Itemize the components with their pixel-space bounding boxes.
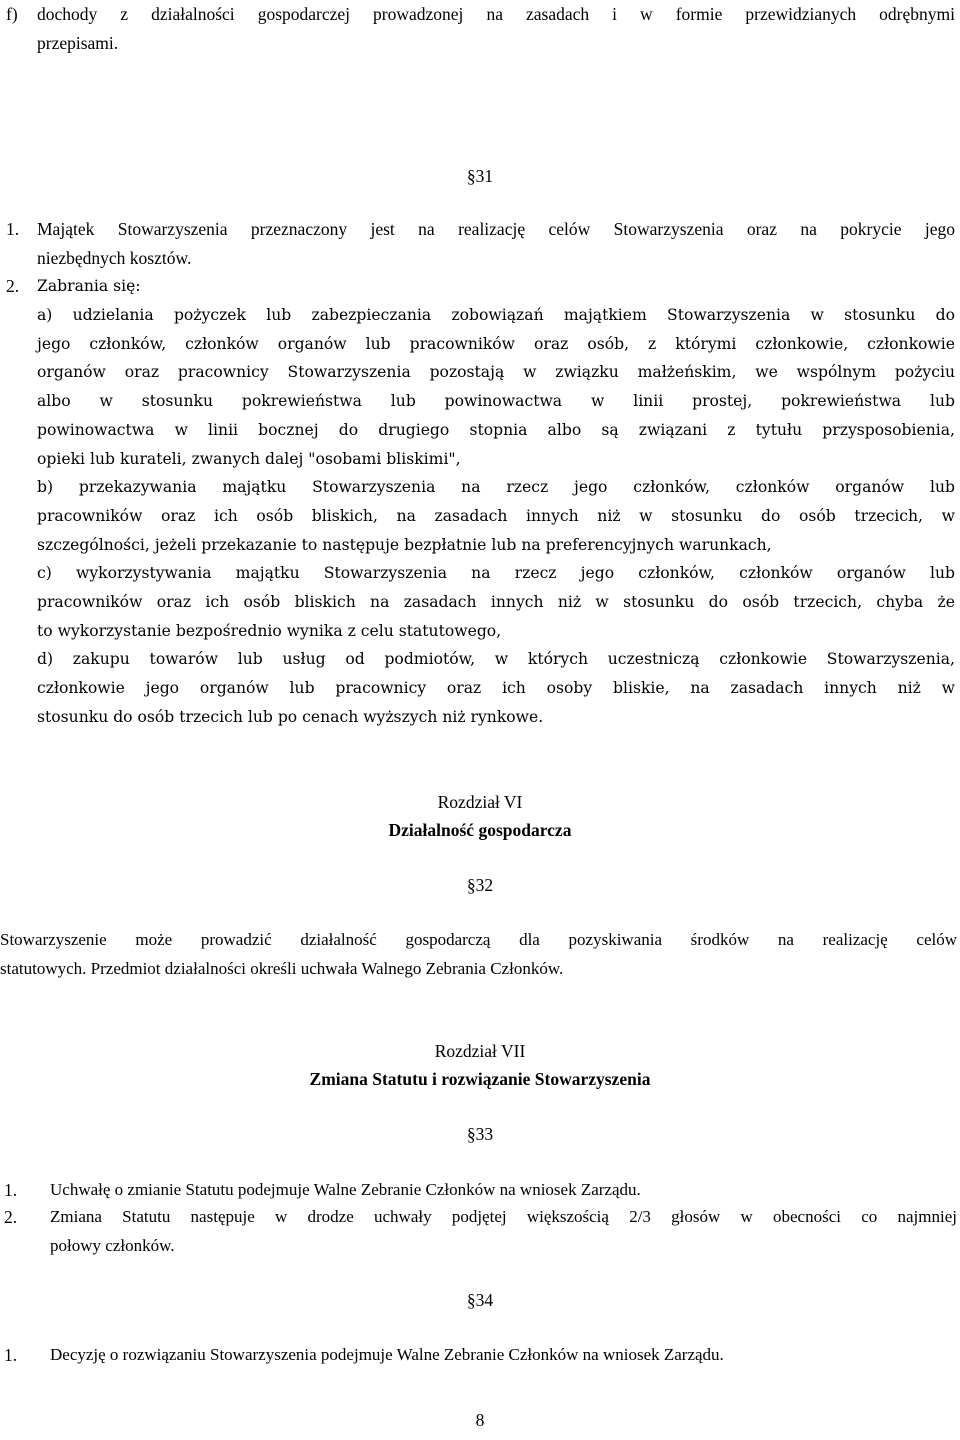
chapter-7-label: Rozdział VII [434,1041,526,1061]
list-number: 1. [6,219,20,239]
section-34-heading: §34 [466,1290,494,1310]
paragraph-line: przepisami. [37,33,119,53]
list-marker-f: f) [6,4,18,24]
paragraph-line: opieki lub kurateli, zwanych dalej "osobami bliskimi", [37,449,461,468]
paragraph-line: Decyzję o rozwiązaniu Stowarzyszenia podejmuje Walne Zebranie Członków na wniosek Zarządu. [50,1345,724,1364]
paragraph-line: albo w stosunku pokrewieństwa lub powinowactwa w linii prostej, pokrewieństwa lub [37,392,955,411]
paragraph-line: b) przekazywania majątku Stowarzyszenia na rzecz jego członków, członków organów lub [37,478,955,497]
page-number: 8 [475,1410,485,1430]
paragraph-line: powinowactwa w linii bocznej do drugiego stopnia albo są związani z tytułu przysposobienia, [37,420,955,439]
paragraph-line: jego członków, członków organów lub pracowników oraz osób, z którymi członkowie, członkowie [37,334,955,353]
paragraph-line: a) udzielania pożyczek lub zabezpieczania zobowiązań majątkiem Stowarzyszenia w stosunku do [37,306,955,324]
chapter-6-label: Rozdział VI [437,792,523,812]
list-number: 1. [4,1180,18,1200]
paragraph-line: Zabrania się: [37,277,141,295]
chapter-7-title: Zmiana Statutu i rozwiązanie Stowarzyszenia [309,1069,651,1089]
section-31-heading: §31 [466,166,494,186]
paragraph-line: statutowych. Przedmiot działalności określi uchwała Walnego Zebrania Członków. [0,959,564,978]
prohibitions-list [37,301,955,732]
paragraph-line: Stowarzyszenie może prowadzić działalność gospodarczą dla pozyskiwania środków na realizację celów [0,930,957,949]
list-number: 1. [4,1345,18,1365]
paragraph-line: c) wykorzystywania majątku Stowarzyszenia na rzecz jego członków, członków organów lub [37,564,955,583]
paragraph-line: organów oraz pracownicy Stowarzyszenia pozostają w związku małżeńskim, we wspólnym pożyciu [37,363,955,382]
section-33-heading: §33 [466,1124,494,1144]
paragraph-line: pracowników oraz ich osób bliskich, na zasadach innych niż w stosunku do osób trzecich, w [37,506,955,525]
paragraph-line: szczególności, jeżeli przekazanie to następuje bezpłatnie lub na preferencyjnych warunkach, [37,535,772,554]
paragraph-line: połowy członków. [50,1236,175,1255]
paragraph-line: d) zakupu towarów lub usług od podmiotów, w których uczestniczą członkowie Stowarzyszenia, [37,650,955,669]
paragraph-line: dochody z działalności gospodarczej prowadzonej na zasadach i w formie przewidzianych odrębnymi [37,4,955,24]
paragraph-line: Uchwałę o zmianie Statutu podejmuje Walne Zebranie Członków na wniosek Zarządu. [50,1180,641,1199]
paragraph-line: to wykorzystanie bezpośrednio wynika z celu statutowego, [37,621,502,640]
paragraph-line: stosunku do osób trzecich lub po cenach wyższych niż rynkowe. [37,707,544,726]
paragraph-line: niezbędnych kosztów. [37,248,192,268]
list-number: 2. [6,276,20,296]
paragraph-line: Zmiana Statutu następuje w drodze uchwały podjętej większością 2/3 głosów w obecności co najmniej [50,1207,957,1226]
paragraph-line: Majątek Stowarzyszenia przeznaczony jest na realizację celów Stowarzyszenia oraz na pokrycie jego [37,219,955,239]
paragraph-line: pracowników oraz ich osób bliskich na zasadach innych niż w stosunku do osób trzecich, chyba że [37,593,955,612]
chapter-6-title: Działalność gospodarcza [388,820,572,840]
paragraph-line: członkowie jego organów lub pracownicy oraz ich osoby bliskie, na zasadach innych niż w [37,679,955,698]
section-32-heading: §32 [466,875,494,895]
list-number: 2. [4,1207,18,1227]
